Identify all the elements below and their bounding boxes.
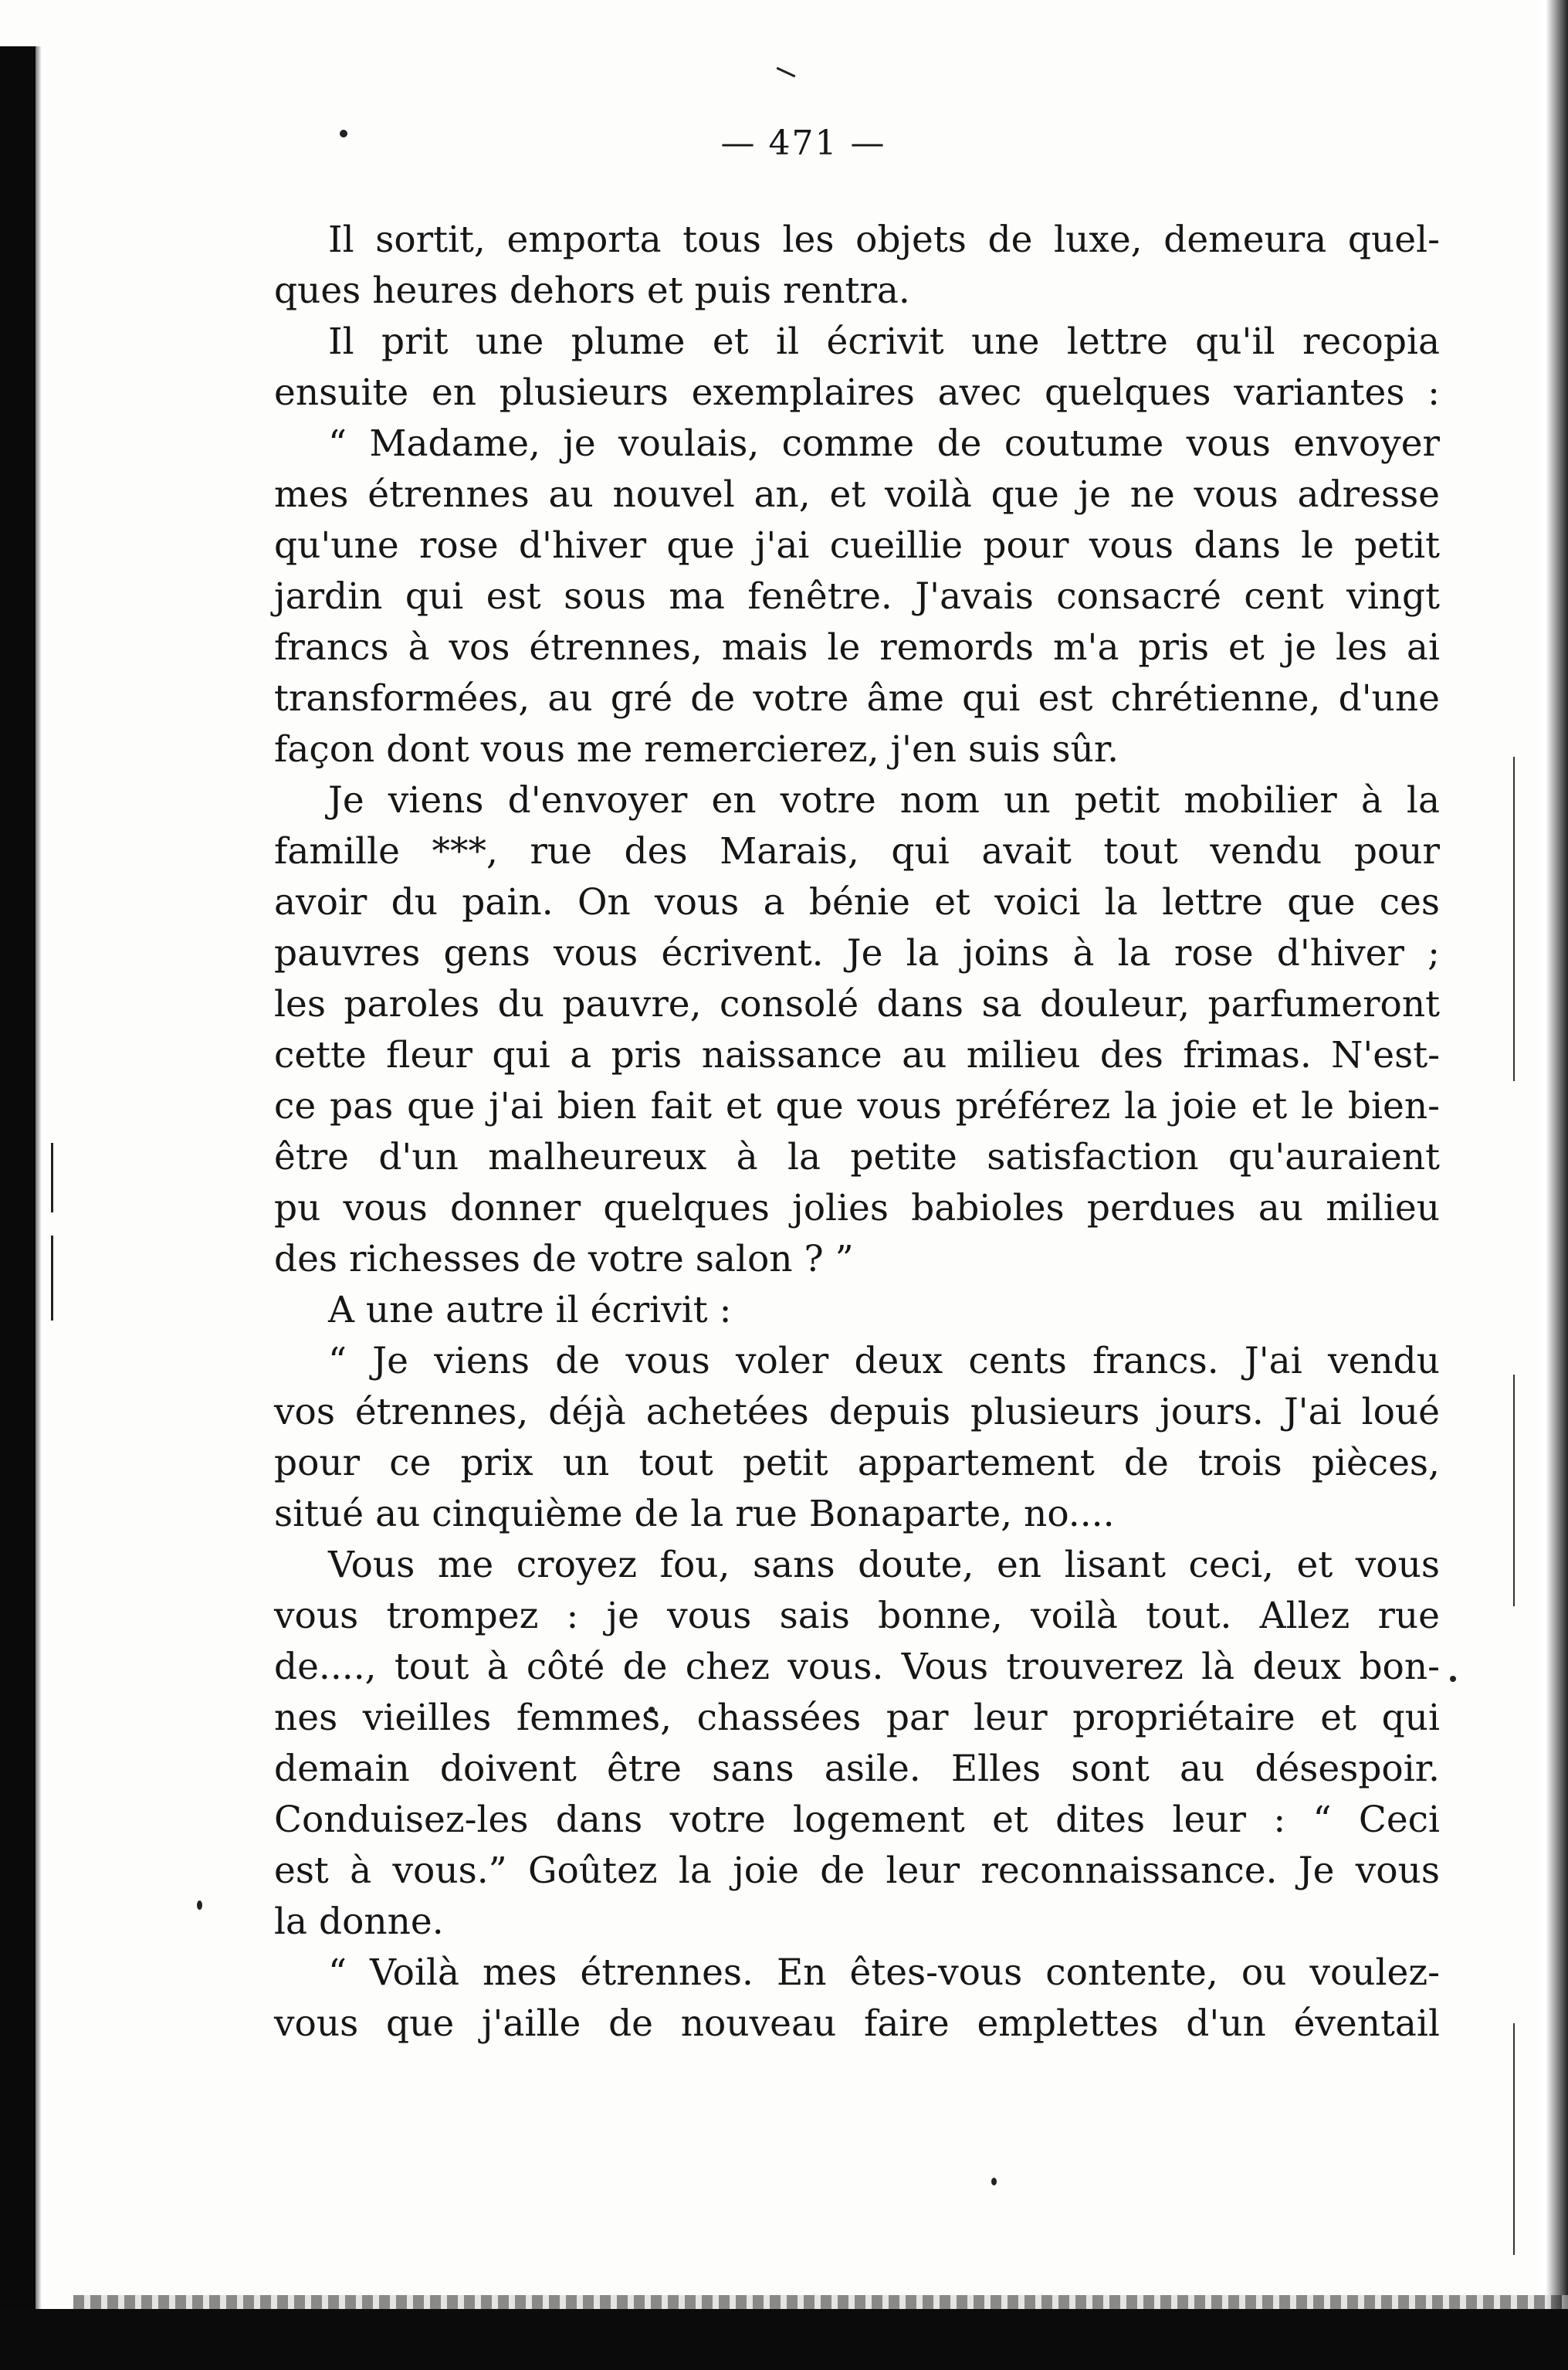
text-line: jardin qui est sous ma fenêtre. J'avais consacré cent vingt [274, 575, 1440, 618]
text-line: vous que j'aille de nouveau faire emplettes d'un éventail [274, 2002, 1440, 2045]
text-line: ques heures dehors et puis rentra. [274, 270, 910, 312]
text-line: “ Madame, je voulais, comme de coutume vous envoyer [328, 422, 1440, 465]
left-binding-gradient [36, 46, 42, 2370]
text-line: cette fleur qui a pris naissance au milieu des frimas. N'est- [274, 1034, 1440, 1077]
text-line: “ Voilà mes étrennes. En êtes-vous contente, ou voulez- [328, 1951, 1440, 1994]
text-line: francs à vos étrennes, mais le remords m'a pris et je les ai [274, 626, 1440, 669]
bottom-scan-noise [73, 2295, 1568, 2311]
right-margin-mark [1513, 1375, 1515, 1606]
left-margin-mark [51, 1236, 53, 1321]
text-line: nes vieilles femmes, chassées par leur propriétaire et qui [274, 1697, 1440, 1739]
bottom-scan-border [0, 2309, 1568, 2370]
text-line: A une autre il écrivit : [328, 1289, 732, 1331]
text-line: qu'une rose d'hiver que j'ai cueillie pour vous dans le petit [274, 524, 1440, 567]
ink-speck [197, 1900, 202, 1910]
right-page-edge [1540, 0, 1568, 2370]
text-line: Il prit une plume et il écrivit une lettre qu'il recopia [328, 320, 1440, 363]
text-line: façon dont vous me remercierez, j'en suis sûr. [274, 728, 1119, 771]
ink-speck [1450, 1676, 1456, 1682]
ink-speck [777, 67, 796, 78]
text-line: ensuite en plusieurs exemplaires avec quelques variantes : [274, 371, 1440, 414]
text-line: être d'un malheureux à la petite satisfaction qu'auraient [274, 1136, 1440, 1178]
text-line: pu vous donner quelques jolies babioles perdues au milieu [274, 1187, 1440, 1229]
text-line: avoir du pain. On vous a bénie et voici la lettre que ces [274, 881, 1440, 924]
text-line: est à vous.” Goûtez la joie de leur reconnaissance. Je vous [274, 1850, 1440, 1892]
text-line: vos étrennes, déjà achetées depuis plusieurs jours. J'ai loué [274, 1391, 1440, 1433]
text-line: Vous me croyez fou, sans doute, en lisant ceci, et vous [328, 1544, 1440, 1586]
text-line: transformées, au gré de votre âme qui est chrétienne, d'une [274, 677, 1440, 720]
text-line: ce pas que j'ai bien fait et que vous préférez la joie et le bien- [274, 1085, 1440, 1127]
text-line: famille ***, rue des Marais, qui avait tout vendu pour [274, 830, 1440, 873]
text-line: mes étrennes au nouvel an, et voilà que je ne vous adresse [274, 473, 1440, 516]
text-line: la donne. [274, 1900, 444, 1943]
text-line: des richesses de votre salon ? ” [274, 1238, 854, 1280]
text-line: “ Je viens de vous voler deux cents francs. J'ai vendu [328, 1340, 1440, 1382]
text-line: Je viens d'envoyer en votre nom un petit mobilier à la [328, 779, 1440, 822]
page-number: — 471 — [720, 124, 886, 163]
ink-speck [991, 2178, 997, 2185]
text-line: de...., tout à côté de chez vous. Vous trouverez là deux bon- [274, 1646, 1440, 1688]
text-line: demain doivent être sans asile. Elles sont au désespoir. [274, 1748, 1440, 1790]
text-line: vous trompez : je vous sais bonne, voilà tout. Allez rue [274, 1595, 1440, 1637]
text-line: pauvres gens vous écrivent. Je la joins à la rose d'hiver ; [274, 932, 1440, 975]
text-line: pour ce prix un tout petit appartement de trois pièces, [274, 1442, 1440, 1484]
left-margin-mark [51, 1143, 53, 1212]
text-line: Il sortit, emporta tous les objets de luxe, demeura quel- [328, 219, 1440, 261]
right-margin-mark [1513, 2023, 1515, 2255]
body-text [274, 215, 1440, 2050]
right-margin-mark [1513, 757, 1515, 1081]
text-line: les paroles du pauvre, consolé dans sa douleur, parfumeront [274, 983, 1440, 1026]
text-line: Conduisez-les dans votre logement et dites leur : “ Ceci [274, 1799, 1440, 1841]
left-binding-shadow [0, 46, 36, 2370]
text-line: situé au cinquième de la rue Bonaparte, no.... [274, 1493, 1115, 1535]
